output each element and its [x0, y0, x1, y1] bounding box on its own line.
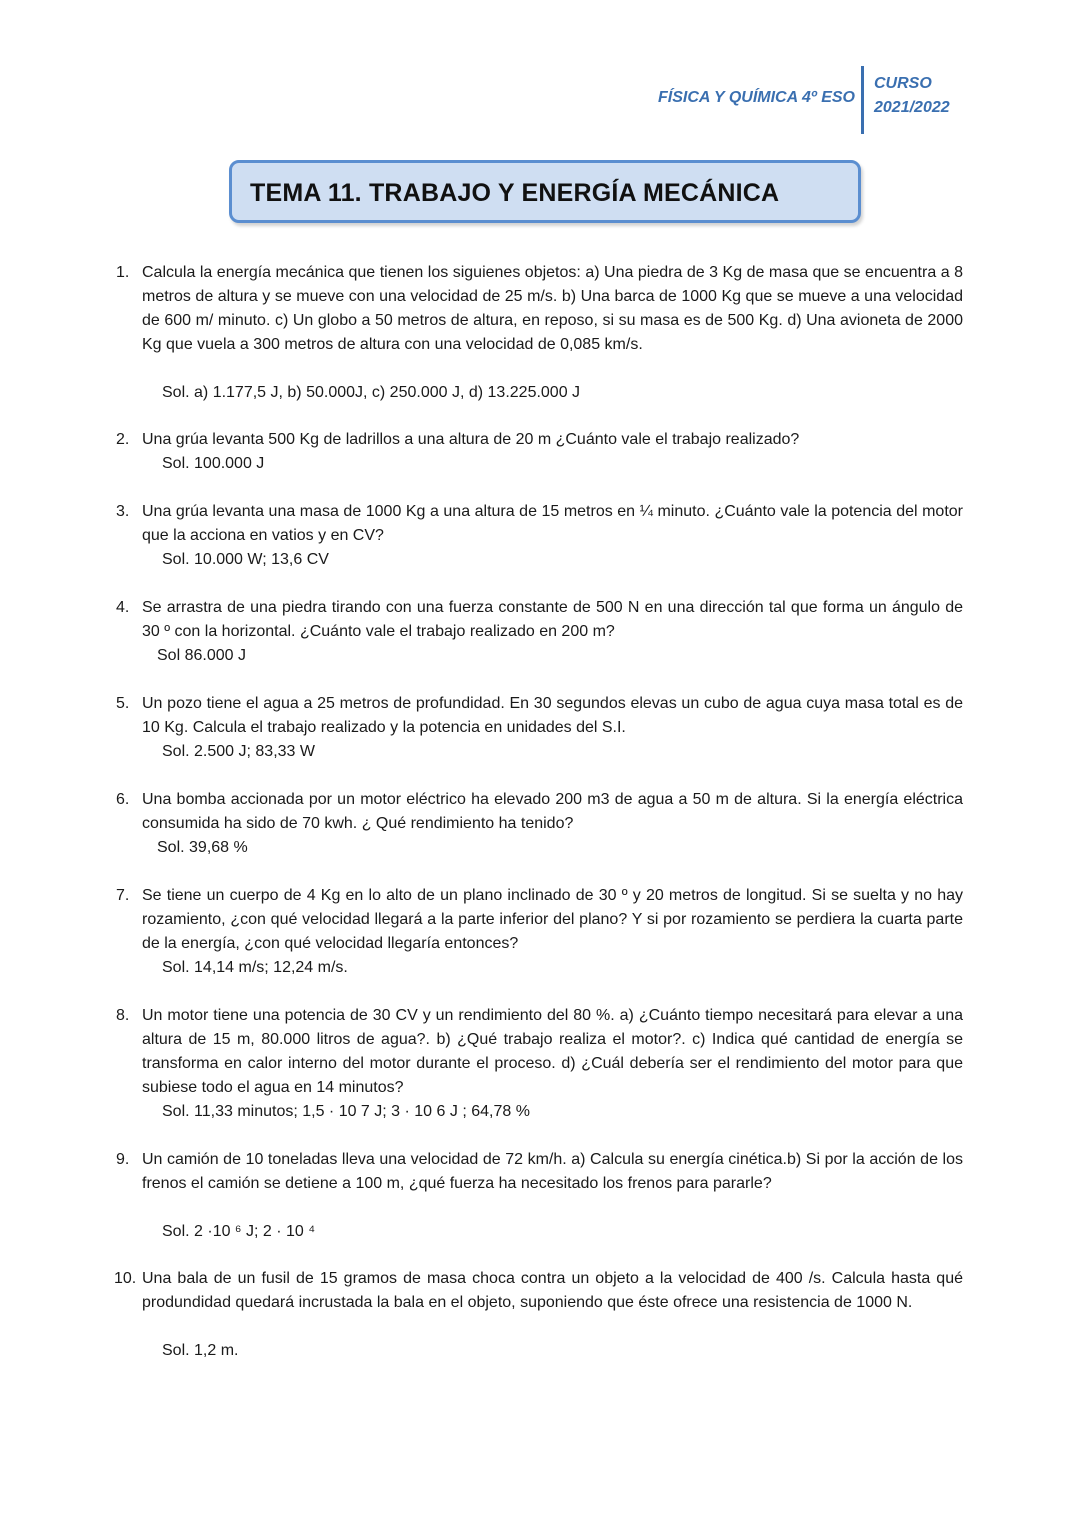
exercise-statement: Una bala de un fusil de 15 gramos de masa choca contra un objeto a la velocidad de 400 /s. Calcula hasta qué produndidad quedará incrustada la bala en el objeto, suponiendo que éste ofrece una resistencia de 1000 N.: [142, 1270, 963, 1311]
exercise-statement: Una grúa levanta 500 Kg de ladrillos a una altura de 20 m ¿Cuánto vale el trabajo realizado?: [142, 431, 800, 448]
exercise-solution: Sol. 1,2 m.: [162, 1342, 239, 1359]
exercise-statement: Calcula la energía mecánica que tienen los siguienes objetos: a) Una piedra de 3 Kg de masa que se encuentra a 8 metros de altura y se mueve con una velocidad de 25 m/s. b) Una barca de 1000 Kg que se mueve a una velocidad de 600 m/ minuto. c) Un globo a 50 metros de altura, en reposo, si su masa es de 500 Kg. d) Una avioneta de 2000 Kg que vuela a 300 metros de altura con una velocidad de 0,085 km/s.: [142, 264, 963, 353]
exercise-solution: Sol 86.000 J: [157, 647, 246, 664]
exercise-statement: Un pozo tiene el agua a 25 metros de profundidad. En 30 segundos elevas un cubo de agua cuya masa total es de 10 Kg. Calcula el trabajo realizado y la potencia en unidades del S.I.: [142, 695, 963, 736]
exercise-number: 8.: [116, 1007, 130, 1024]
exercise-solution: Sol. 39,68 %: [157, 839, 248, 856]
exercise-statement: Un camión de 10 toneladas lleva una velocidad de 72 km/h. a) Calcula su energía cinética.b) Si por la acción de los frenos el camión se detiene a 100 m, ¿qué fuerza ha necesitado los frenos para pararle?: [142, 1151, 963, 1192]
exercise-statement: Se tiene un cuerpo de 4 Kg en lo alto de un plano inclinado de 30 º y 20 metros de longitud. Si se suelta y no hay rozamiento, ¿con qué velocidad llegará a la parte inferior del plano? Y si por rozamiento se perdiera la cuarta parte de la energía, ¿con qué velocidad llegaría entonces?: [142, 887, 963, 952]
exercise-number: 7.: [116, 887, 130, 904]
exercise-solution: Sol. 2 ·10 ⁶ J; 2 · 10 ⁴: [162, 1223, 316, 1240]
exercise-number: 1.: [116, 264, 130, 281]
course-label: CURSO: [874, 75, 932, 92]
exercise-number: 2.: [116, 431, 130, 448]
exercise-solution: Sol. 10.000 W; 13,6 CV: [162, 551, 329, 568]
exercise-number: 5.: [116, 695, 130, 712]
header-subject: FÍSICA Y QUÍMICA 4º ESO: [658, 89, 855, 106]
exercise-number: 10.: [114, 1270, 137, 1287]
page-title: TEMA 11. TRABAJO Y ENERGÍA MECÁNICA: [250, 179, 780, 207]
course-year: 2021/2022: [874, 99, 950, 116]
exercise-number: 6.: [116, 791, 130, 808]
exercise-solution: Sol. 2.500 J; 83,33 W: [162, 743, 315, 760]
exercise-solution: Sol. 100.000 J: [162, 455, 265, 472]
exercise-statement: Se arrastra de una piedra tirando con una fuerza constante de 500 N en una dirección tal que forma un ángulo de 30 º con la horizontal. ¿Cuánto vale el trabajo realizado en 200 m?: [142, 599, 963, 640]
exercise-solution: Sol. a) 1.177,5 J, b) 50.000J, c) 250.000 J, d) 13.225.000 J: [162, 384, 581, 401]
exercise-statement: Un motor tiene una potencia de 30 CV y un rendimiento del 80 %. a) ¿Cuánto tiempo necesitará para elevar a una altura de 15 m, 80.000 litros de agua?. b) ¿Qué trabajo realiza el motor?. c) Indica qué cantidad de energía se transforma en calor interno del motor durante el proceso. d) ¿Cuál debería ser el rendimiento del motor para que subiese todo el agua en 14 minutos?: [142, 1007, 963, 1096]
exercise-number: 3.: [116, 503, 130, 520]
exercise-number: 9.: [116, 1151, 130, 1168]
exercise-number: 4.: [116, 599, 130, 616]
exercise-statement: Una grúa levanta una masa de 1000 Kg a una altura de 15 metros en ¼ minuto. ¿Cuánto vale la potencia del motor que la acciona en vatios y en CV?: [142, 503, 963, 544]
exercise-solution: Sol. 11,33 minutos; 1,5 · 10 7 J; 3 · 10 6 J ; 64,78 %: [162, 1103, 530, 1120]
exercise-solution: Sol. 14,14 m/s; 12,24 m/s.: [162, 959, 348, 976]
exercise-statement: Una bomba accionada por un motor eléctrico ha elevado 200 m3 de agua a 50 m de altura. Si la energía eléctrica consumida ha sido de 70 kwh. ¿ Qué rendimiento ha tenido?: [142, 791, 963, 832]
